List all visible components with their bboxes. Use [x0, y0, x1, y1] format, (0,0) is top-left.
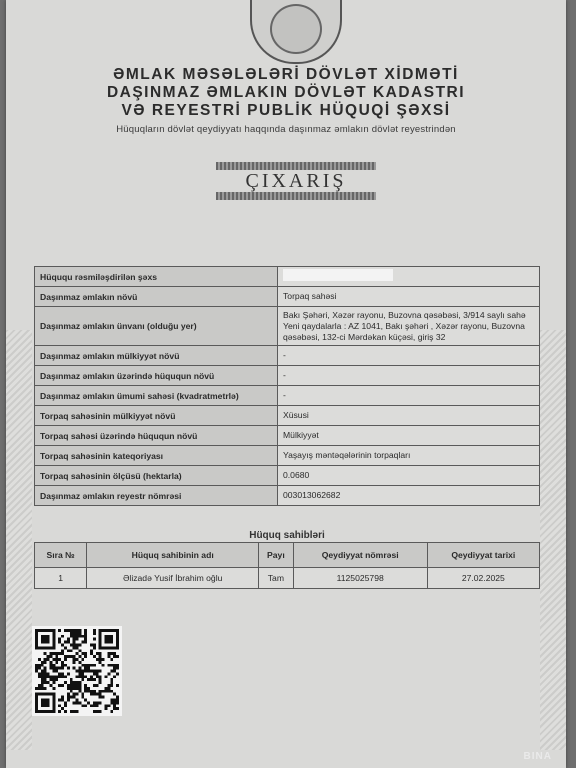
- details-value: Yaşayış məntəqələrinin torpaqları: [278, 446, 540, 466]
- details-value: -: [278, 366, 540, 386]
- owners-cell: Tam: [259, 568, 294, 589]
- left-guilloche-border: [6, 330, 32, 750]
- issuer-line-2: DAŞINMAZ ƏMLAKIN DÖVLƏT KADASTRI: [106, 84, 466, 101]
- owners-cell: Əlizadə Yusif İbrahim oğlu: [87, 568, 259, 589]
- details-value: -: [278, 386, 540, 406]
- owners-column-header: Qeydiyyat nömrəsi: [293, 543, 427, 568]
- right-holders-table: [34, 542, 540, 589]
- details-label: Daşınmaz əmlakın növü: [35, 287, 278, 307]
- issuer-line-3: VƏ REYESTRİ PUBLİK HÜQUQİ ŞƏXSİ: [121, 102, 451, 119]
- details-label: Hüququ rəsmiləşdirilən şəxs: [35, 267, 278, 287]
- details-value: -: [278, 346, 540, 366]
- owners-row: [35, 568, 540, 589]
- owners-column-header: Payı: [259, 543, 294, 568]
- owners-column-header: Qeydiyyat tarixi: [427, 543, 539, 568]
- details-row: [35, 366, 540, 386]
- details-value: 0.0680: [278, 466, 540, 486]
- details-row: [35, 267, 540, 287]
- state-emblem-icon: [250, 0, 342, 64]
- owners-cell: 1125025798: [293, 568, 427, 589]
- details-row: [35, 466, 540, 486]
- owners-column-header: Sıra №: [35, 543, 87, 568]
- details-value: Bakı Şəhəri, Xəzər rayonu, Buzovna qəsəbəsi, 3/914 saylı sahə Yeni qaydalarla : AZ 1041, Bakı şəhəri , Xəzər rayonu, Buzovna qəsəbəsi, 132-ci Mərdəkan küçəsi, giriş 32: [278, 307, 540, 346]
- details-label: Daşınmaz əmlakın mülkiyyət növü: [35, 346, 278, 366]
- document-sheet: [6, 0, 566, 768]
- document-title: ÇIXARIŞ: [245, 170, 347, 192]
- issuer-header: [6, 66, 566, 135]
- details-label: Torpaq sahəsi üzərində hüququn növü: [35, 426, 278, 446]
- details-value: [278, 267, 540, 287]
- watermark-text: BINA: [523, 751, 552, 762]
- right-holders-section: [34, 530, 540, 589]
- owners-column-header: Hüquq sahibinin adı: [87, 543, 259, 568]
- details-label: Daşınmaz əmlakın ünvanı (olduğu yer): [35, 307, 278, 346]
- details-row: [35, 287, 540, 307]
- issuer-line-1: ƏMLAK MƏSƏLƏLƏRİ DÖVLƏT XİDMƏTİ: [113, 66, 459, 83]
- details-row: [35, 386, 540, 406]
- details-row: [35, 486, 540, 506]
- details-row: [35, 307, 540, 346]
- redacted-name-block: [283, 269, 393, 281]
- owners-cell: 27.02.2025: [427, 568, 539, 589]
- details-label: Daşınmaz əmlakın reyestr nömrəsi: [35, 486, 278, 506]
- details-label: Torpaq sahəsinin kateqoriyası: [35, 446, 278, 466]
- details-label: Torpaq sahəsinin ölçüsü (hektarla): [35, 466, 278, 486]
- details-label: Daşınmaz əmlakın ümumi sahəsi (kvadratmetrlə): [35, 386, 278, 406]
- details-value: Xüsusi: [278, 406, 540, 426]
- details-label: Daşınmaz əmlakın üzərində hüququn növü: [35, 366, 278, 386]
- right-guilloche-border: [540, 330, 566, 750]
- details-label: Torpaq sahəsinin mülkiyyət növü: [35, 406, 278, 426]
- details-row: [35, 346, 540, 366]
- details-row: [35, 446, 540, 466]
- document-title-banner: [216, 156, 376, 202]
- owners-cell: 1: [35, 568, 87, 589]
- qr-code: [32, 626, 122, 716]
- details-value: 003013062682: [278, 486, 540, 506]
- property-details-table: [34, 266, 540, 506]
- details-row: [35, 426, 540, 446]
- right-holders-caption: Hüquq sahibləri: [249, 530, 325, 541]
- details-value: Mülkiyyət: [278, 426, 540, 446]
- details-value: Torpaq sahəsi: [278, 287, 540, 307]
- banner-ornament-bottom: [216, 192, 376, 200]
- issuer-subtitle: Hüquqların dövlət qeydiyyatı haqqında daşınmaz əmlakın dövlət reyestrindən: [116, 124, 456, 135]
- details-row: [35, 406, 540, 426]
- banner-ornament-top: [216, 162, 376, 170]
